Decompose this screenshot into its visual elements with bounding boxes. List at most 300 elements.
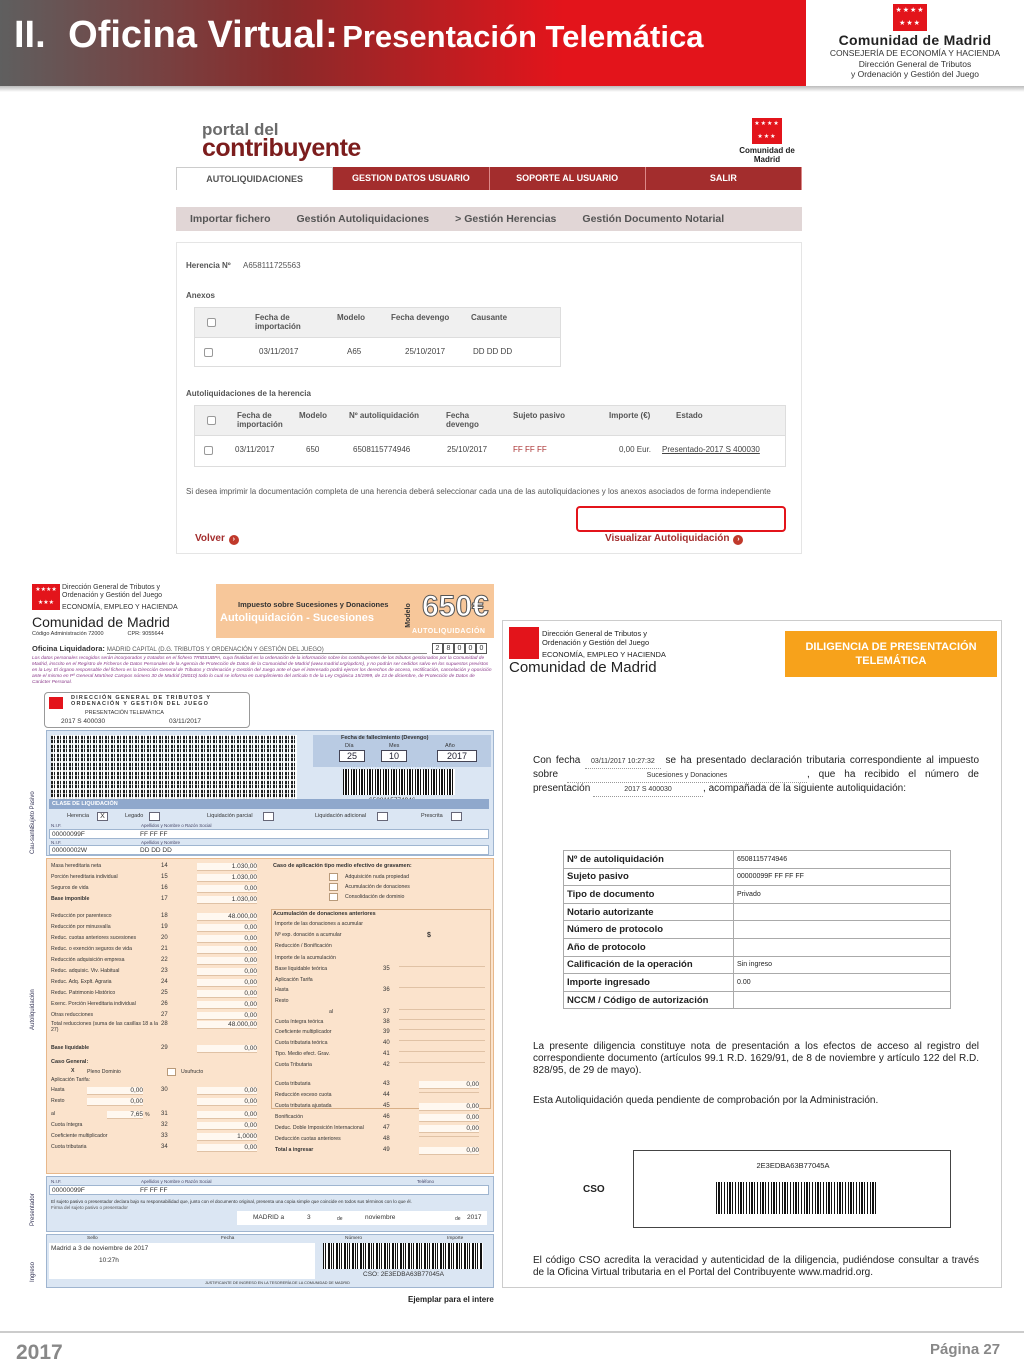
highlight-box: [576, 506, 786, 532]
detail-key: Sujeto pasivo: [564, 868, 734, 886]
cuota-label: Total a ingresar: [275, 1147, 314, 1153]
causante-row: [49, 845, 489, 855]
clase-opt-prescrita: Prescrita: [421, 813, 443, 819]
tarifa-label: Aplicación Tarifa:: [51, 1077, 91, 1083]
cpr: CPR: 9055644: [127, 631, 164, 637]
lugar-fecha: [237, 1211, 487, 1225]
visualizar-label: Visualizar Autoliquidación: [605, 533, 730, 544]
modelo-650-form: [28, 582, 496, 1288]
autoliq-suc-label: Autoliquidación - Sucesiones: [220, 612, 375, 624]
dilig-paragraph-4: El código CSO acredita la veracidad y autenticidad de la diligencia, pudiéndose consultar a través de la Oficina Virtual tributaria en el Portal del Contribuyente www.madrid.org.: [533, 1255, 979, 1278]
nav-soporte-usuario[interactable]: SOPORTE AL USUARIO: [490, 167, 646, 190]
cuota-number: 43: [383, 1081, 390, 1087]
cuota-value: 0,00: [419, 1103, 479, 1111]
cuota-value: 0,00: [419, 1147, 479, 1155]
field-label: Exenc. Porción Hereditaria individual: [51, 1001, 136, 1007]
madrid-flag-icon: [509, 627, 539, 659]
tarifa-number: 33: [161, 1133, 168, 1139]
pres-nif-label: N.I.F.: [51, 1179, 62, 1184]
table-row: [564, 974, 951, 992]
form-codigo: [32, 631, 164, 637]
field-number: 28: [161, 1021, 168, 1027]
detail-value: [734, 903, 951, 921]
acumulacion-field-label: Reducción / Bonificación: [275, 943, 332, 949]
p1-impuesto: Sucesiones y Donaciones: [567, 770, 807, 783]
tarifa-value: 0,00: [197, 1144, 257, 1152]
p1-fecha: 03/11/2017 10:27:32: [585, 756, 661, 769]
brand-line1: CONSEJERÍA DE ECONOMÍA Y HACIENDA: [829, 48, 1001, 58]
slide-header: [0, 0, 1024, 86]
ing-madrid: Madrid a 3 de noviembre de 2017: [51, 1245, 149, 1252]
autoliq-table: [194, 405, 786, 467]
acumulacion-field-label: Base liquidable teórica: [275, 966, 328, 972]
field-label: Reducción por parentesco: [51, 913, 112, 919]
acumulacion-value: [399, 1009, 485, 1010]
col-header: Causante: [471, 313, 508, 322]
pres-tel-label: Teléfono: [417, 1179, 435, 1184]
oficina-liquidadora: [32, 644, 427, 654]
table-cell: 0,00 Eur.: [619, 445, 652, 454]
field-number: 22: [161, 957, 168, 963]
brand-line3: y Ordenación y Gestión del Juego: [850, 69, 980, 79]
cau-nif-label: N.I.F.: [51, 840, 62, 845]
cuota-value: 0,00: [419, 1081, 479, 1089]
cso-box: [633, 1150, 951, 1228]
row-checkbox[interactable]: [204, 446, 213, 455]
oficina-value: MADRID CAPITAL (D.G. TRIBUTOS Y ORDENACIÓN Y GESTIÓN DEL JUEGO): [107, 647, 427, 654]
tarifa-number: 34: [161, 1144, 168, 1150]
cuota-value: [419, 1092, 479, 1093]
acumulacion-number: 36: [383, 987, 390, 993]
field-label: Reduc. o exención seguros de vida: [51, 946, 133, 952]
clase-opt-herencia: Herencia: [67, 813, 90, 819]
herencia-label: Herencia Nº: [186, 261, 231, 270]
subnav-importar-fichero[interactable]: Importar fichero: [190, 213, 271, 225]
acumulacion-currency: $: [427, 932, 431, 939]
tarifa-label: al: [51, 1111, 56, 1117]
detail-key: Año de protocolo: [564, 938, 734, 956]
cau-name: DD DD DD: [140, 847, 172, 854]
ing-importe-label: Importe: [447, 1236, 464, 1241]
field-label: Reduc. cuotas anteriores sucesiones: [51, 935, 137, 941]
dilig-paragraph-2: La presente diligencia constituye nota de presentación a los efectos de acceso al registro del correspondiente documento (artículos 99.1 R.D. 1629/91, de 8 de noviembre y artículo 122 del R.D. 828/95, de 29 de mayo).: [533, 1041, 979, 1076]
acumulacion-number: 41: [383, 1051, 390, 1057]
sujeto-section: [46, 730, 494, 856]
table-row[interactable]: [195, 338, 560, 366]
tarifa-label: Resto: [51, 1098, 65, 1104]
cuota-value: 0,00: [419, 1114, 479, 1122]
cau-nif: 00000002W: [52, 847, 88, 854]
codigo-admin: Código Administración 72000: [32, 631, 104, 637]
tarifa-label: Hasta: [51, 1087, 65, 1093]
form-body: [30, 730, 494, 1288]
select-all-checkbox[interactable]: [207, 318, 216, 327]
title-main: Oficina Virtual:: [68, 14, 338, 56]
detail-value: Privado: [734, 886, 951, 904]
field-label: Reduc. Patrimonio Histórico: [51, 990, 116, 996]
nav-autoliquidaciones[interactable]: AUTOLIQUIDACIONES: [176, 167, 333, 190]
header-divider: [0, 86, 1024, 92]
dilig-title: DILIGENCIA DE PRESENTACIÓN TELEMÁTICA: [785, 631, 997, 677]
field-number: 24: [161, 979, 168, 985]
acumulacion-field-label: Nº exp. donación a acumular: [275, 932, 342, 938]
ing-sello-label: Sello: [87, 1236, 98, 1241]
table-cell: 650: [306, 445, 320, 454]
side-ingreso: Ingreso: [30, 1261, 36, 1282]
acumulacion-field-label: Resto: [275, 998, 289, 1004]
detail-key: Tipo de documento: [564, 886, 734, 904]
dilig-paragraph-3: Esta Autoliquidación queda pendiente de comprobación por la Administración.: [533, 1095, 879, 1106]
field-value: 0,00: [197, 1012, 257, 1020]
table-cell: A65: [347, 347, 362, 356]
col-header: Fecha de importación: [237, 411, 283, 429]
anexos-label: Anexos: [186, 291, 215, 300]
caso-aplicacion-checkbox: [329, 893, 338, 901]
anio-field: 2017: [437, 750, 477, 762]
lugar-de1: de: [337, 1216, 343, 1222]
field-value: 0,00: [197, 990, 257, 998]
field-number: 19: [161, 924, 168, 930]
cuota-number: 46: [383, 1114, 390, 1120]
tarifa-number: 30: [161, 1087, 168, 1093]
sp-nif-label: N.I.F.: [51, 823, 62, 828]
p1-c: , que ha recibido el número de presentación: [533, 769, 979, 794]
col-header: Sujeto pasivo: [513, 411, 566, 420]
codigo-postal: [432, 643, 487, 654]
legado-checkbox: [149, 812, 160, 821]
caso-aplicacion-option: Consolidación de dominio: [345, 894, 405, 900]
field-label: Reducción adquisición empresa: [51, 957, 125, 963]
fecha-title: Fecha de fallecimiento (Devengo): [341, 735, 429, 741]
cm-logo-text: Comunidad de Madrid: [739, 146, 795, 164]
acumulacion-value: [399, 1040, 485, 1041]
al-percent: %: [145, 1112, 150, 1118]
field-value: 0,00: [197, 968, 257, 976]
field-value: 0,00: [197, 1045, 257, 1053]
diligencia-document: [502, 620, 1002, 1288]
acumulacion-field-label: Tipo. Medio efect. Grav.: [275, 1051, 330, 1057]
madrid-flag-icon: ★★★★ ★★★: [32, 584, 60, 610]
field-value: 0,00: [197, 957, 257, 965]
table-cell: 03/11/2017: [259, 347, 299, 356]
tarifa-value: 0,00: [197, 1122, 257, 1130]
acumulacion-title: Acumulación de donaciones anteriores: [273, 911, 376, 917]
field-label: Base liquidable: [51, 1045, 90, 1051]
arrow-right-icon: ›: [733, 535, 743, 545]
brand-logo: [806, 0, 1024, 86]
acumulacion-field-label: Coeficiente multiplicador: [275, 1029, 332, 1035]
privacy-text: Los datos personales recogidos serán incorporados y tratados en el fichero TRIBSUBPA, cuya finalidad es la ordenación de la información sobre los contribuyentes de los tributos gestionados por la Comunidad de Madrid, inscrito en el Registro de Ficheros de Datos Personales de la Agencia de Protección de Datos de la Comunidad de Madrid (www.madrid.org/apdcm), y no podrán ser cedidos salvo en los supuestos previstos en la Ley. El órgano responsable del fichero es la Dirección General de Tributos y Ordenación y Gestión del Juego ante el que el interesado podrá ejercer los derechos de acceso, rectificación, cancelación y oposición ante el mismo en Pº General Martínez Campos número 30 de Madrid (28010) todo lo cual se informa en cumplimiento del artículo 5 de la Ley Orgánica 15/1999, de 13 de diciembre, de Protección de Datos de Carácter Personal.: [32, 656, 492, 685]
side-sujeto-pasivo: Sujeto Pasivo: [30, 791, 36, 828]
pres-name: FF FF FF: [140, 1187, 168, 1194]
field-label: Otras reducciones: [51, 1012, 94, 1018]
caso-aplicacion-option: Acumulación de donaciones: [345, 884, 410, 890]
field-value: 0,00: [197, 935, 257, 943]
presentador-section: [46, 1176, 494, 1232]
acumulacion-number: 35: [383, 966, 390, 972]
form-dir-line2: Ordenación y Gestión del Juego: [62, 592, 163, 599]
portal-screenshot: [176, 112, 802, 554]
acumulacion-field-label: Cuota tributaria teórica: [275, 1040, 328, 1046]
arrow-right-icon: ›: [229, 535, 239, 545]
cuota-label: Deduc. Doble Imposición Internacional: [275, 1125, 364, 1131]
field-value: 1.030,00: [197, 896, 257, 904]
field-number: 15: [161, 874, 168, 880]
sp-nif: 00000099F: [52, 831, 85, 838]
field-number: 18: [161, 913, 168, 919]
col-header: Estado: [676, 411, 703, 420]
subnav-gestion-autoliquidaciones[interactable]: Gestión Autoliquidaciones: [296, 213, 430, 225]
detail-value: [734, 921, 951, 939]
col-header: Nº autoliquidación: [349, 411, 420, 420]
field-value: 0,00: [197, 885, 257, 893]
tarifa-label: Cuota tributaria: [51, 1144, 87, 1150]
mes-label: Mes: [389, 743, 400, 749]
field-label: Reducción por minusvalía: [51, 924, 111, 930]
field-number: 25: [161, 990, 168, 996]
cp-digit: 0: [454, 643, 465, 654]
clase-options: [49, 811, 489, 823]
nav-salir[interactable]: SALIR: [646, 167, 802, 190]
clase-opt-adicional: Liquidación adicional: [315, 813, 367, 819]
select-all-checkbox[interactable]: [207, 416, 216, 425]
presentador-row: [49, 1185, 489, 1195]
impuesto-label: Impuesto sobre Sucesiones y Donaciones: [238, 600, 389, 609]
pres-decl: El sujeto pasivo o presentador declara bajo su responsabilidad que, junto con el documento original, presenta una copia simple que coincide en todos sus términos con lo que él.: [51, 1199, 412, 1204]
cp-digit: 8: [443, 643, 454, 654]
prescrita-checkbox: [451, 812, 462, 821]
acumulacion-field-label: Cuota íntegra teórica: [275, 1019, 324, 1025]
tarifa-number: 32: [161, 1122, 168, 1128]
subnav-gestion-documento-notarial[interactable]: Gestión Documento Notarial: [582, 213, 725, 225]
clase-opt-parcial: Liquidación parcial: [207, 813, 253, 819]
field-number: 20: [161, 935, 168, 941]
page-number: Página 27: [930, 1341, 1001, 1358]
table-cell: FF FF FF: [513, 445, 547, 454]
caso-general-title: Caso General:: [51, 1059, 89, 1065]
fecha-devengo: [313, 735, 491, 767]
cuota-label: Bonificación: [275, 1114, 303, 1120]
adicional-checkbox: [377, 812, 388, 821]
volver-button[interactable]: [195, 533, 239, 545]
table-row[interactable]: [195, 436, 785, 464]
dilig-dir: [542, 629, 666, 659]
field-label: Total reducciones (suma de las casillas 18 a la 27): [51, 1021, 158, 1033]
table-cell: DD DD DD: [473, 347, 513, 356]
acumulacion-field-label: Cuota Tributaria: [275, 1062, 312, 1068]
field-value: 0,00: [197, 979, 257, 987]
usufructo-label: Usufructo: [181, 1069, 204, 1075]
dilig-dir-line3: ECONOMÍA, EMPLEO Y HACIENDA: [542, 650, 666, 659]
p1-a: Con fecha: [533, 755, 581, 766]
modelo-number: 650€: [422, 590, 489, 623]
tarifa-value: 1,0000: [197, 1133, 257, 1141]
detail-value: [734, 991, 951, 1009]
p1-numero: 2017 S 400030: [593, 784, 703, 797]
cso-code: 2E3EDBA63B77045A: [756, 1161, 830, 1170]
caso-aplicacion-title: Caso de aplicación tipo medio efectivo de gravamen:: [273, 863, 412, 869]
acumulacion-value: [399, 1051, 485, 1052]
mes-field: 10: [381, 750, 407, 762]
hasta-value: 0,00: [87, 1087, 143, 1095]
field-number: 23: [161, 968, 168, 974]
acumulacion-number: 37: [383, 1009, 390, 1015]
detail-key: Notario autorizante: [564, 903, 734, 921]
field-label: Porción hereditaria individual: [51, 874, 118, 880]
table-cell: 03/11/2017: [235, 445, 275, 454]
col-header: Fecha de importación: [255, 313, 301, 331]
stamp-ref: 2017 S 400030: [61, 718, 106, 725]
ing-numero-label: Número: [345, 1236, 363, 1241]
tarifa-number: 31: [161, 1111, 168, 1117]
field-value: 48.000,00: [197, 1021, 257, 1029]
ing-fecha-label: Fecha: [221, 1236, 235, 1241]
modelo-banner: [216, 584, 494, 638]
stamp-sub: PRESENTACIÓN TELEMÁTICA: [85, 710, 164, 716]
detail-value: 00000099F FF FF FF: [734, 868, 951, 886]
field-number: 26: [161, 1001, 168, 1007]
stamp-date: 03/11/2017: [169, 718, 202, 725]
cp-digit: 0: [476, 643, 487, 654]
col-header: Fecha devengo: [446, 411, 479, 429]
title-prefix: II.: [14, 14, 46, 56]
row-checkbox[interactable]: [204, 348, 213, 357]
cuota-number: 49: [383, 1147, 390, 1153]
form-dir-line1: Dirección General de Tributos y: [62, 584, 161, 591]
pres-nif: 00000099F: [52, 1187, 85, 1194]
lugar-anio: 2017: [467, 1214, 482, 1221]
lugar-dia: 3: [307, 1214, 311, 1221]
table-row: [564, 868, 951, 886]
justificante: JUSTIFICANTE DE INGRESO EN LA TESORERÍA DE LA COMUNIDAD DE MADRID: [205, 1281, 350, 1285]
form-cm: Comunidad de Madrid: [32, 614, 170, 630]
cp-digit: 0: [465, 643, 476, 654]
detail-value: Sin ingreso: [734, 956, 951, 974]
volver-label: Volver: [195, 533, 225, 544]
al-value: 7,65: [107, 1111, 143, 1119]
cuota-number: 44: [383, 1092, 390, 1098]
acumulacion-value: [399, 1062, 485, 1063]
tarifa-label: Cuota íntegra: [51, 1122, 83, 1128]
table-row: [564, 938, 951, 956]
dia-field: 25: [339, 750, 365, 762]
form-dir: [62, 584, 178, 612]
table-row: [564, 991, 951, 1009]
sp-name-label: Apellidos y Nombre o Razón Social: [141, 823, 212, 828]
caso-aplicacion-checkbox: [329, 883, 338, 891]
barcode: [323, 1243, 483, 1269]
lugar: MADRID a: [253, 1214, 285, 1221]
cuota-value: [419, 1136, 479, 1137]
cso-line: CSO: 2E3EDBA63B77045A: [363, 1271, 444, 1278]
dilig-dir-line1: Dirección General de Tributos y: [542, 629, 648, 638]
field-number: 21: [161, 946, 168, 952]
field-number: 29: [161, 1045, 168, 1051]
acumulacion-field-label: Importe de las donaciones a acumular: [275, 921, 363, 927]
acumulacion-field-label: Hasta: [275, 987, 289, 993]
acumulacion-field-label: Importe de la acumulación: [275, 955, 336, 961]
col-header: Importe (€): [609, 411, 651, 420]
cau-name-label: Apellidos y Nombre: [141, 840, 181, 845]
acumulacion-field-label: Aplicación Tarifa: [275, 977, 313, 983]
autoliquidacion-label: AUTOLIQUIDACIÓN: [412, 628, 486, 635]
portal-note: Si desea imprimir la documentación completa de una herencia deberá seleccionar cada una de las autoliquidaciones y los anexos asociados de forma independiente: [186, 487, 771, 496]
acumulacion-number: 40: [383, 1040, 390, 1046]
visualizar-autoliquidacion-button[interactable]: [605, 533, 743, 545]
oficina-label: Oficina Liquidadora:: [32, 644, 105, 653]
detail-key: Calificación de la operación: [564, 956, 734, 974]
field-value: 48.000,00: [197, 913, 257, 921]
ingreso-sello-box: [49, 1243, 315, 1279]
table-cell: 25/10/2017: [447, 445, 488, 454]
side-causante: Cau-sante: [30, 826, 36, 854]
detail-key: Importe ingresado: [564, 974, 734, 992]
field-label: Reduc. adquisic. Viv. Habitual: [51, 968, 120, 974]
acumulacion-number: 39: [383, 1029, 390, 1035]
ingreso-section: [46, 1234, 494, 1288]
lugar-mes: noviembre: [365, 1214, 396, 1221]
detail-value: 6508115774946: [734, 851, 951, 869]
parcial-checkbox: [263, 812, 274, 821]
table-header: [195, 308, 560, 338]
portal-logo-line1: portal del: [202, 120, 279, 139]
cuota-number: 48: [383, 1136, 390, 1142]
portal-nav: [176, 167, 802, 190]
table-row: [564, 921, 951, 939]
pleno-dominio-label: Pleno Dominio: [87, 1069, 121, 1075]
cso-label: CSO: [583, 1184, 605, 1195]
usufructo-checkbox: [167, 1068, 176, 1076]
slide-title: [14, 14, 703, 57]
col-header: Modelo: [337, 313, 365, 322]
presentation-stamp: [44, 692, 250, 728]
detail-key: Nº de autoliquidación: [564, 851, 734, 869]
cuota-label: Deducción cuotas anteriores: [275, 1136, 341, 1142]
lugar-de2: de: [455, 1216, 461, 1222]
table-cell: 25/10/2017: [405, 347, 446, 356]
detail-value: 0.00: [734, 974, 951, 992]
autoliquidacion-section: [46, 858, 494, 1174]
cuota-value: 0,00: [419, 1125, 479, 1133]
modelo-label: Modelo: [404, 603, 412, 628]
dia-label: Día: [345, 743, 354, 749]
brand-name: Comunidad de Madrid: [838, 32, 992, 48]
field-number: 17: [161, 896, 168, 902]
dilig-paragraph-1: [533, 755, 979, 797]
pleno-mark: X: [71, 1068, 75, 1074]
nav-gestion-datos-usuario[interactable]: GESTION DATOS USUARIO: [333, 167, 489, 190]
cuota-number: 47: [383, 1125, 390, 1131]
detail-key: Número de protocolo: [564, 921, 734, 939]
field-label: Masa hereditaria neta: [51, 863, 102, 869]
cp-digit: 2: [432, 643, 443, 654]
field-number: 27: [161, 1012, 168, 1018]
field-label: Reduc. Adq. Explt. Agraria: [51, 979, 112, 985]
acumulacion-value: [399, 1029, 485, 1030]
estado-link[interactable]: Presentado-2017 S 400030: [662, 445, 760, 454]
detail-key: NCCM / Código de autorización: [564, 991, 734, 1009]
acumulacion-value: [399, 1019, 485, 1020]
acumulacion-number: 42: [383, 1062, 390, 1068]
table-row: [564, 886, 951, 904]
tarifa-value: 0,00: [197, 1087, 257, 1095]
table-cell: 6508115774946: [353, 445, 411, 454]
subnav-gestion-herencias[interactable]: > Gestión Herencias: [455, 213, 557, 225]
madrid-flag-icon: ★★★★ ★★★: [752, 118, 782, 144]
table-row: [564, 851, 951, 869]
field-label: Seguros de vida: [51, 885, 89, 891]
table-header: [195, 406, 785, 436]
